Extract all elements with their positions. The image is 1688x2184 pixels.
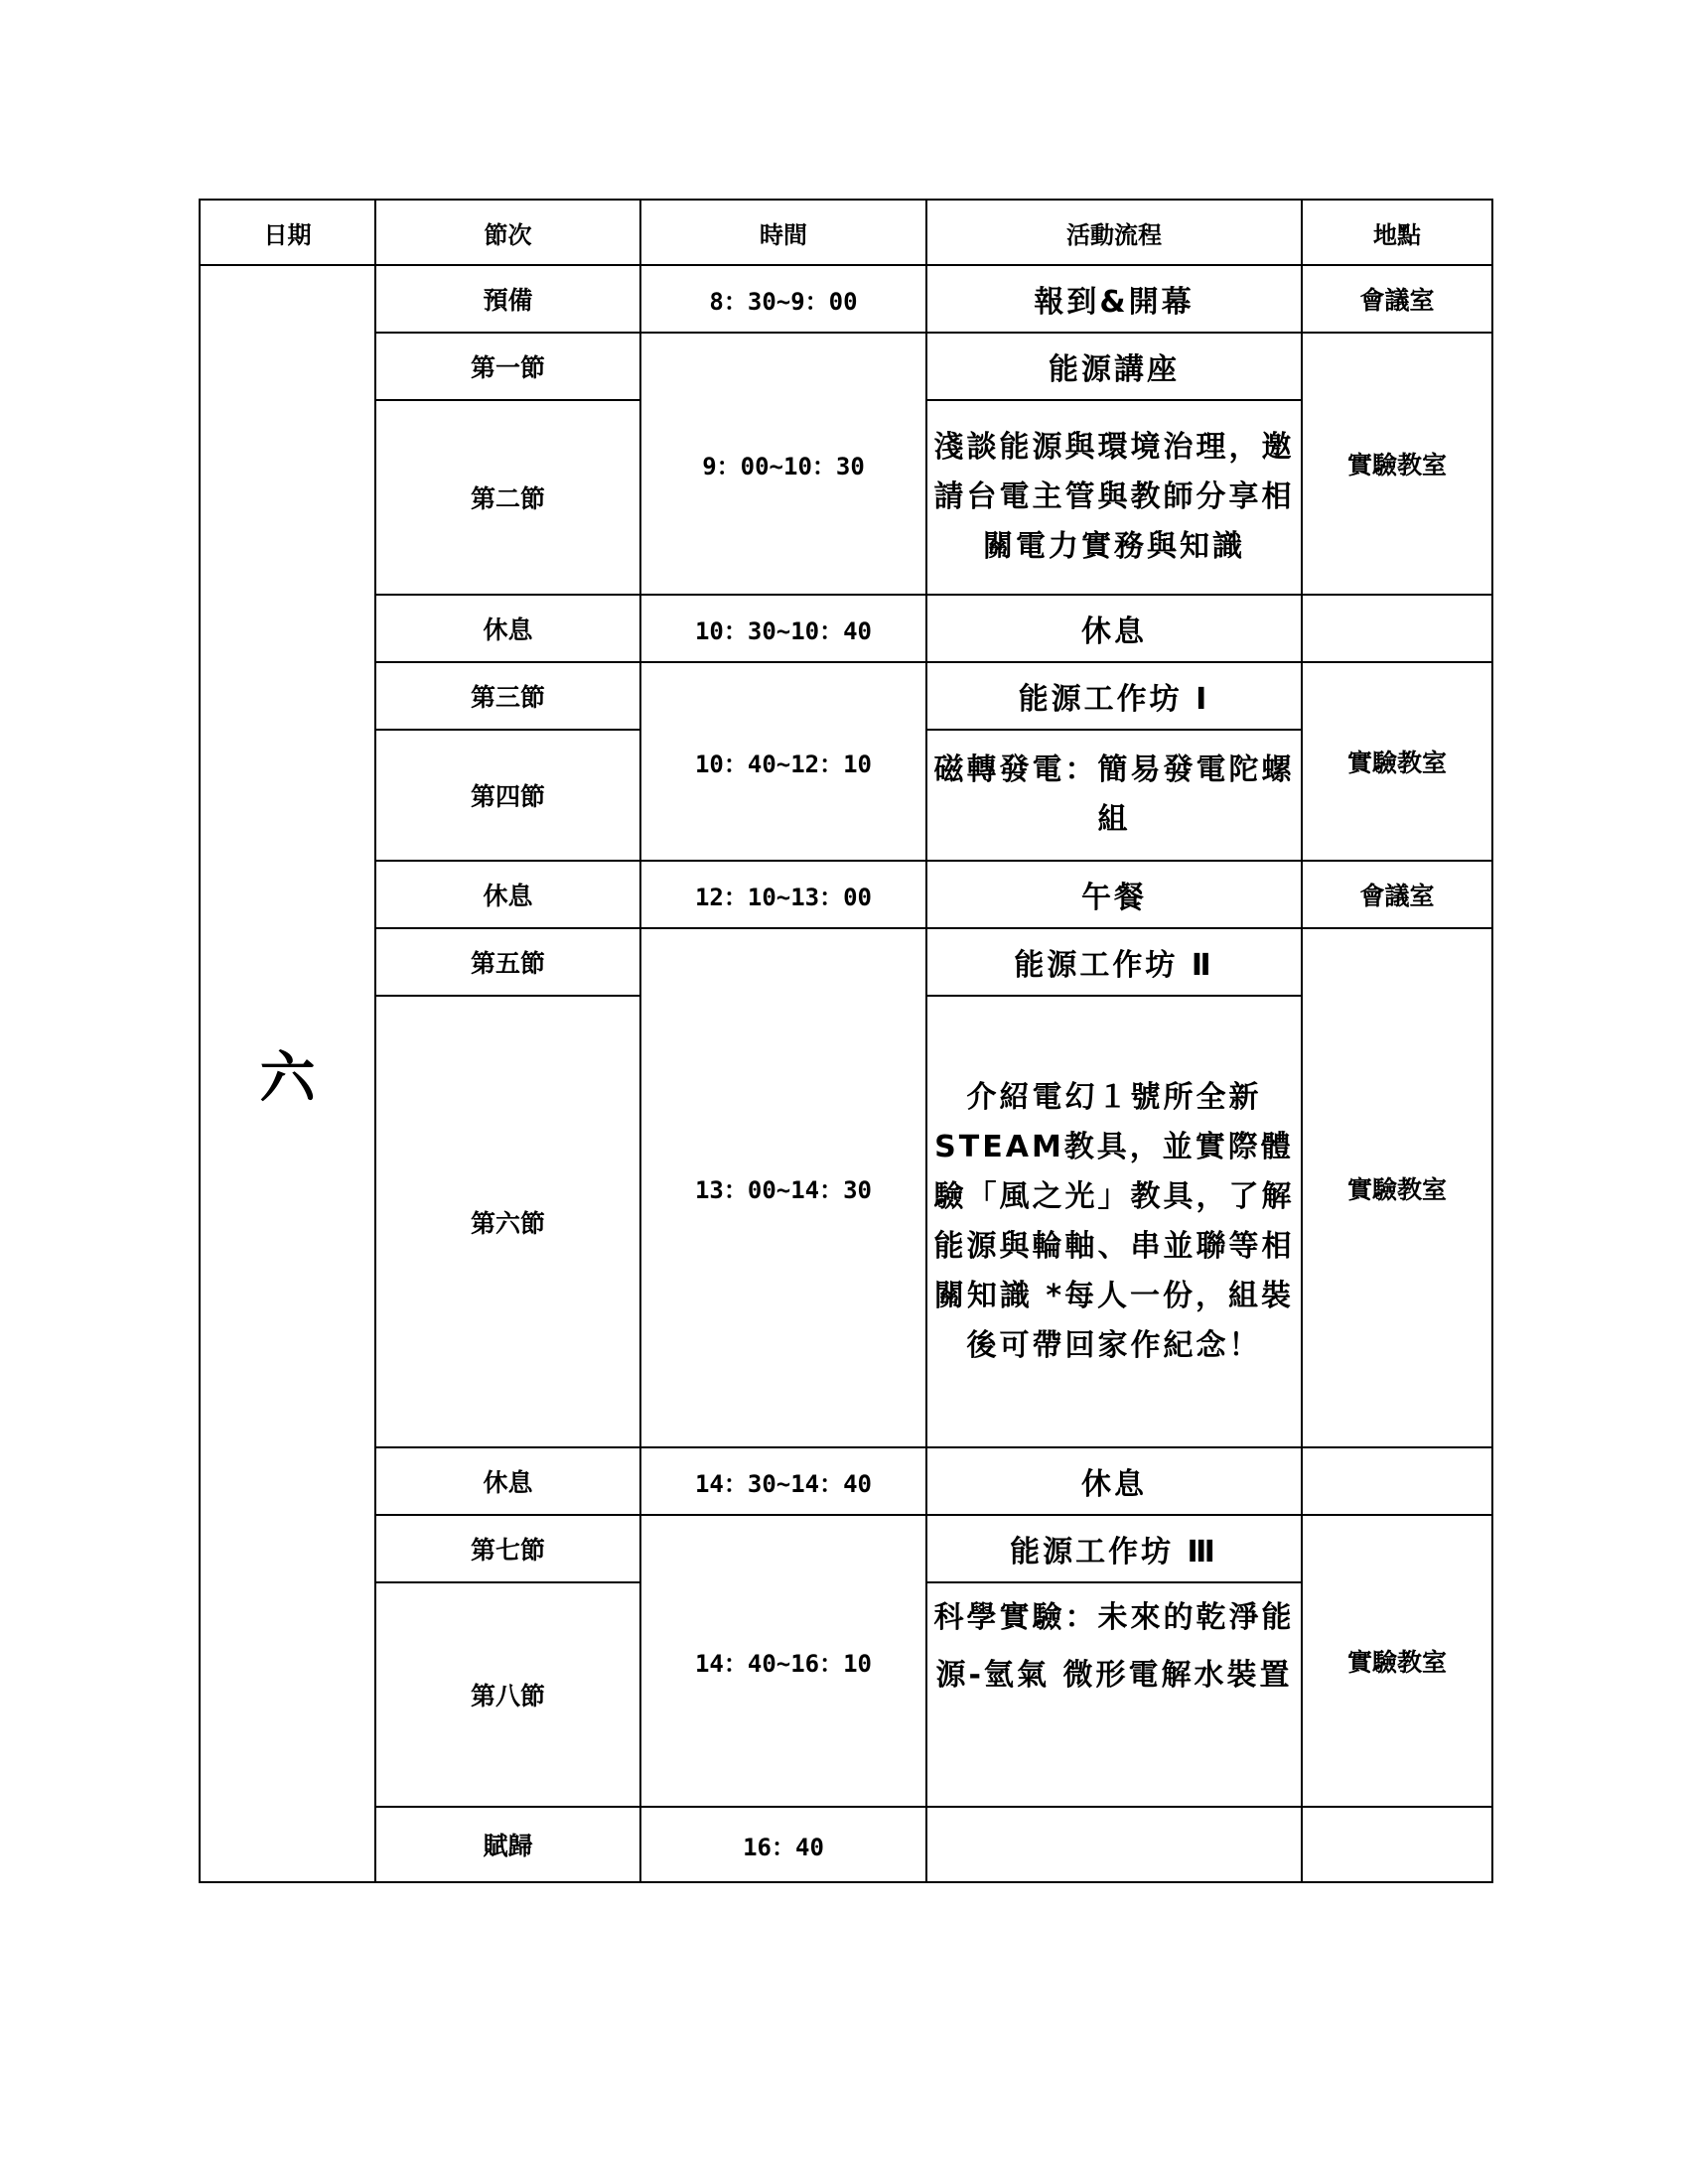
activity-cell: 休息 xyxy=(926,1447,1302,1515)
session-cell: 休息 xyxy=(375,595,640,662)
session-cell: 第四節 xyxy=(375,730,640,861)
time-cell: 9：00~10：30 xyxy=(640,333,926,595)
table-row xyxy=(200,1447,1492,1515)
activity-description-cell: 科學實驗：未來的乾淨能源-氫氣 微形電解水裝置 xyxy=(926,1582,1302,1807)
table-row xyxy=(200,928,1492,996)
table-row xyxy=(200,265,1492,333)
time-cell: 13：00~14：30 xyxy=(640,928,926,1447)
header-location: 地點 xyxy=(1302,200,1492,265)
header-row xyxy=(200,200,1492,265)
table-row xyxy=(200,662,1492,730)
activity-cell: 休息 xyxy=(926,595,1302,662)
activity-title-cell: 能源工作坊 Ⅰ xyxy=(926,662,1302,730)
table-row xyxy=(200,1515,1492,1582)
session-cell: 賦歸 xyxy=(375,1807,640,1882)
time-cell: 8：30~9：00 xyxy=(640,265,926,333)
activity-description-cell: 磁轉發電：簡易發電陀螺組 xyxy=(926,730,1302,861)
activity-title-cell: 能源工作坊 Ⅱ xyxy=(926,928,1302,996)
activity-description-cell: 介紹電幻１號所全新STEAM教具，並實際體驗「風之光」教具，了解能源與輪軸、串並聯等相關知識 *每人一份，組裝後可帶回家作紀念！ xyxy=(926,996,1302,1447)
activity-cell xyxy=(926,1807,1302,1882)
activity-cell: 午餐 xyxy=(926,861,1302,928)
header-date: 日期 xyxy=(200,200,375,265)
session-cell: 休息 xyxy=(375,861,640,928)
session-cell: 第八節 xyxy=(375,1582,640,1807)
session-cell: 第二節 xyxy=(375,400,640,595)
header-activity: 活動流程 xyxy=(926,200,1302,265)
location-cell xyxy=(1302,595,1492,662)
session-cell: 休息 xyxy=(375,1447,640,1515)
header-time: 時間 xyxy=(640,200,926,265)
session-cell: 第六節 xyxy=(375,996,640,1447)
activity-description-cell: 淺談能源與環境治理，邀請台電主管與教師分享相關電力實務與知識 xyxy=(926,400,1302,595)
location-cell: 會議室 xyxy=(1302,265,1492,333)
time-cell: 12：10~13：00 xyxy=(640,861,926,928)
location-cell xyxy=(1302,1447,1492,1515)
location-cell xyxy=(1302,1807,1492,1882)
activity-title-cell: 能源講座 xyxy=(926,333,1302,400)
location-cell: 會議室 xyxy=(1302,861,1492,928)
time-cell: 14：30~14：40 xyxy=(640,1447,926,1515)
schedule-table xyxy=(199,199,1493,1883)
session-cell: 第一節 xyxy=(375,333,640,400)
session-cell: 預備 xyxy=(375,265,640,333)
activity-cell: 報到&開幕 xyxy=(926,265,1302,333)
session-cell: 第三節 xyxy=(375,662,640,730)
location-cell: 實驗教室 xyxy=(1302,333,1492,595)
day-cell: 六 xyxy=(200,265,375,1882)
header-session: 節次 xyxy=(375,200,640,265)
time-cell: 10：40~12：10 xyxy=(640,662,926,861)
table-row xyxy=(200,861,1492,928)
activity-title-cell: 能源工作坊 Ⅲ xyxy=(926,1515,1302,1582)
time-cell: 16：40 xyxy=(640,1807,926,1882)
time-cell: 10：30~10：40 xyxy=(640,595,926,662)
session-cell: 第五節 xyxy=(375,928,640,996)
location-cell: 實驗教室 xyxy=(1302,928,1492,1447)
location-cell: 實驗教室 xyxy=(1302,1515,1492,1807)
table-row xyxy=(200,1807,1492,1882)
session-cell: 第七節 xyxy=(375,1515,640,1582)
time-cell: 14：40~16：10 xyxy=(640,1515,926,1807)
table-row xyxy=(200,333,1492,400)
location-cell: 實驗教室 xyxy=(1302,662,1492,861)
table-row xyxy=(200,595,1492,662)
